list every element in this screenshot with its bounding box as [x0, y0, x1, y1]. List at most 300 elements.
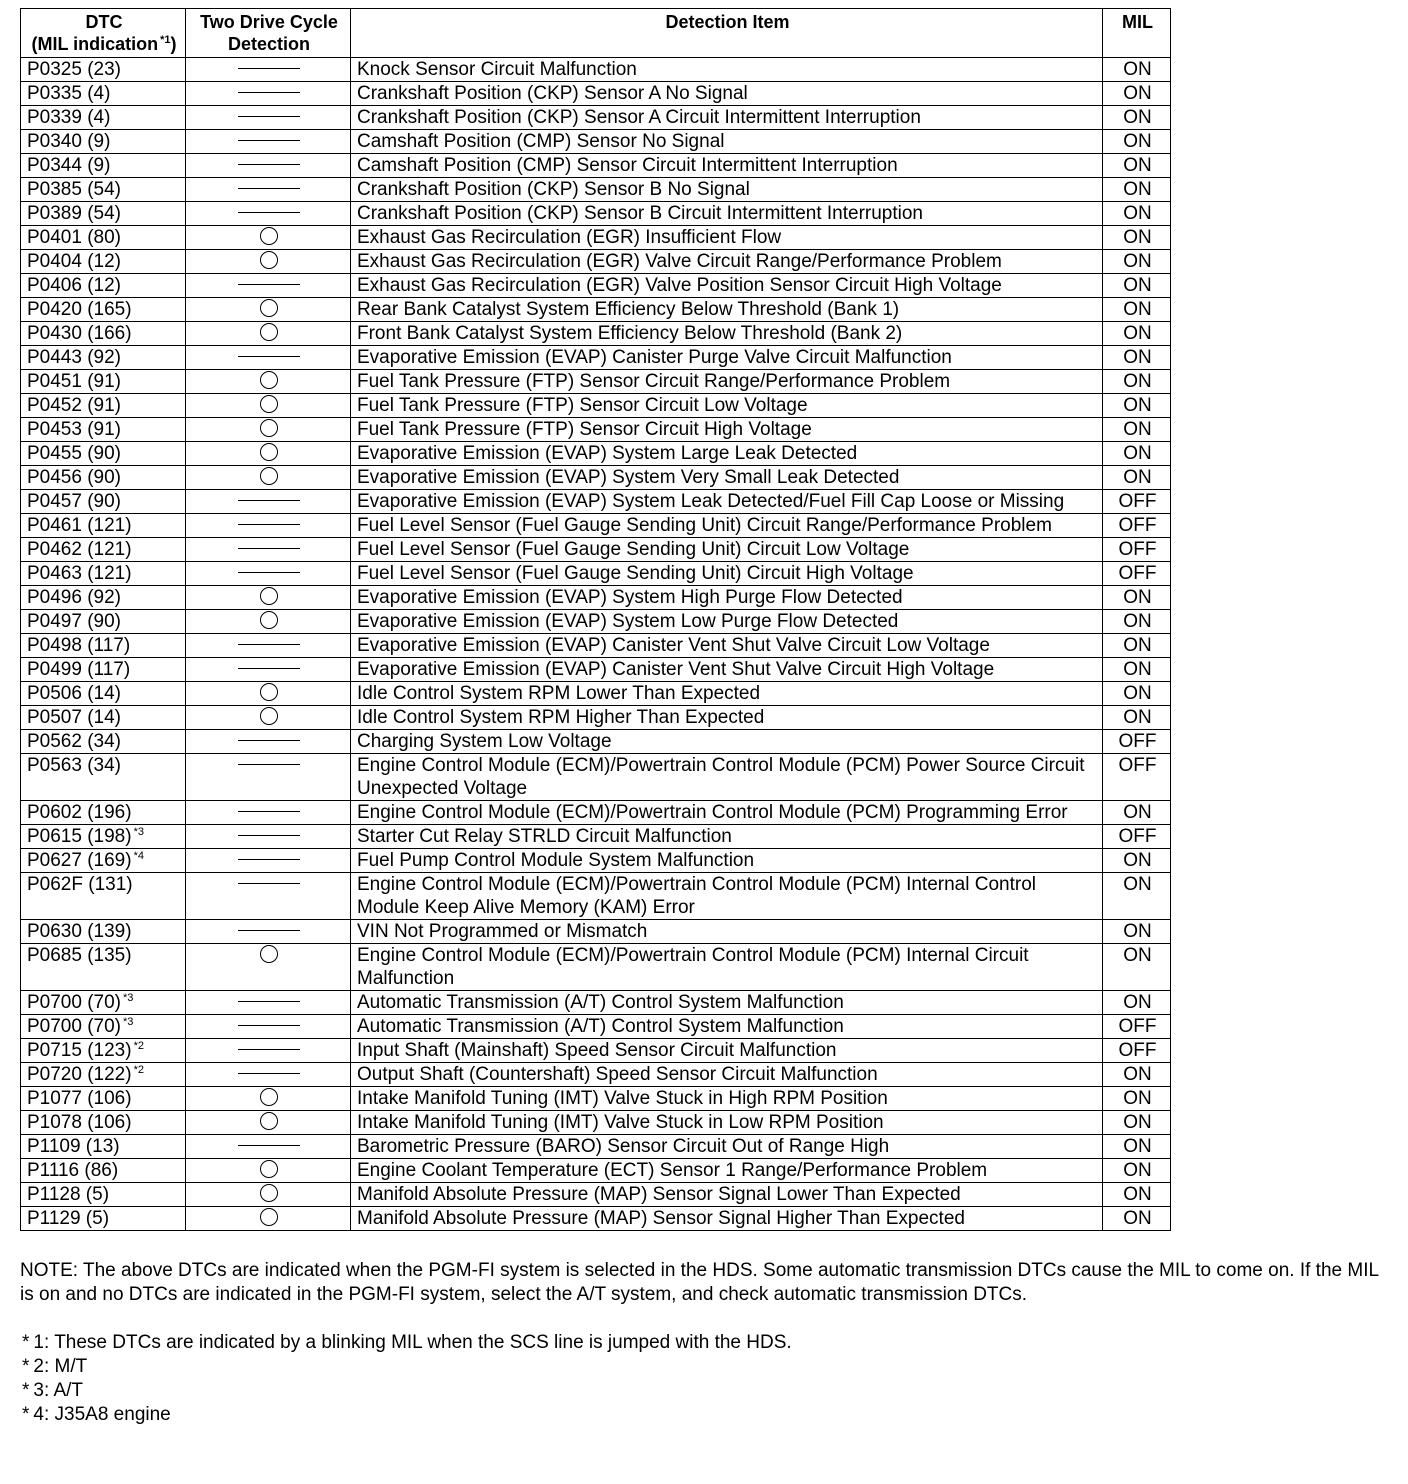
dtc-code-cell — [21, 322, 186, 346]
dash-icon — [238, 668, 300, 669]
header-detection-item: Detection Item — [351, 9, 1103, 58]
table-row — [21, 920, 1171, 944]
two-drive-cycle-cell — [186, 1039, 351, 1063]
two-drive-cycle-cell — [186, 394, 351, 418]
detection-item: Evaporative Emission (EVAP) System Low Purge Flow Detected — [351, 610, 1103, 634]
table-row — [21, 825, 1171, 849]
dtc-code: P1077 (106) — [27, 1088, 132, 1109]
dtc-code-cell — [21, 298, 186, 322]
two-drive-cycle-cell — [186, 1183, 351, 1207]
mil-status: ON — [1103, 873, 1171, 920]
two-drive-cycle-cell — [186, 82, 351, 106]
dash-icon — [238, 1145, 300, 1146]
circle-icon — [260, 707, 278, 725]
table-row — [21, 250, 1171, 274]
dtc-code-cell — [21, 1135, 186, 1159]
mil-status: ON — [1103, 1183, 1171, 1207]
table-row — [21, 562, 1171, 586]
detection-item: Camshaft Position (CMP) Sensor Circuit Intermittent Interruption — [351, 154, 1103, 178]
circle-icon — [260, 227, 278, 245]
dtc-code: P0451 (91) — [27, 371, 122, 392]
footnote — [22, 1403, 1400, 1427]
two-drive-cycle-cell — [186, 920, 351, 944]
dash-icon — [238, 883, 300, 884]
dtc-code: P0430 (166) — [27, 323, 132, 344]
table-row — [21, 370, 1171, 394]
table-row — [21, 610, 1171, 634]
detection-item: Exhaust Gas Recirculation (EGR) Valve Circuit Range/Performance Problem — [351, 250, 1103, 274]
two-drive-cycle-cell — [186, 754, 351, 801]
two-drive-cycle-cell — [186, 658, 351, 682]
footnote-mark: * — [22, 1380, 30, 1401]
detection-item: Intake Manifold Tuning (IMT) Valve Stuck in High RPM Position — [351, 1087, 1103, 1111]
dash-icon — [238, 284, 300, 285]
table-row — [21, 586, 1171, 610]
mil-status: ON — [1103, 1111, 1171, 1135]
table-row — [21, 178, 1171, 202]
dash-icon — [238, 500, 300, 501]
detection-item: Input Shaft (Mainshaft) Speed Sensor Circuit Malfunction — [351, 1039, 1103, 1063]
detection-item: Idle Control System RPM Higher Than Expected — [351, 706, 1103, 730]
two-drive-cycle-cell — [186, 202, 351, 226]
table-row — [21, 658, 1171, 682]
dash-icon — [238, 524, 300, 525]
circle-icon — [260, 323, 278, 341]
dtc-code: P0498 (117) — [27, 635, 131, 656]
detection-item: Knock Sensor Circuit Malfunction — [351, 58, 1103, 82]
dtc-code-cell — [21, 346, 186, 370]
dash-icon — [238, 140, 300, 141]
dtc-footnote-mark: *2 — [133, 1039, 144, 1052]
dtc-footnote-mark: *3 — [133, 825, 144, 838]
dtc-code: P0404 (12) — [27, 251, 122, 272]
dtc-code: P0496 (92) — [27, 587, 122, 608]
dtc-code: P0630 (139) — [27, 921, 132, 942]
footnote-text: 4: J35A8 engine — [33, 1404, 171, 1425]
dtc-code: P0507 (14) — [27, 707, 122, 728]
detection-item: Fuel Tank Pressure (FTP) Sensor Circuit High Voltage — [351, 418, 1103, 442]
two-drive-cycle-cell — [186, 562, 351, 586]
mil-status: ON — [1103, 920, 1171, 944]
circle-icon — [260, 683, 278, 701]
dtc-code: P0389 (54) — [27, 203, 122, 224]
dtc-code-cell — [21, 178, 186, 202]
mil-status: ON — [1103, 634, 1171, 658]
two-drive-cycle-cell — [186, 1111, 351, 1135]
detection-item: Output Shaft (Countershaft) Speed Sensor Circuit Malfunction — [351, 1063, 1103, 1087]
table-row — [21, 274, 1171, 298]
mil-status: ON — [1103, 1135, 1171, 1159]
dash-icon — [238, 811, 300, 812]
dtc-code-cell — [21, 274, 186, 298]
circle-icon — [260, 945, 278, 963]
detection-item: Engine Control Module (ECM)/Powertrain Control Module (PCM) Internal Control Module Keep Alive Memory (KAM) Error — [351, 873, 1103, 920]
detection-item: Evaporative Emission (EVAP) System Large Leak Detected — [351, 442, 1103, 466]
table-row — [21, 1039, 1171, 1063]
footnote — [22, 1331, 1400, 1355]
dtc-code: P0452 (91) — [27, 395, 122, 416]
footnote-text: 3: A/T — [33, 1380, 84, 1401]
dtc-code: P0720 (122) — [27, 1064, 132, 1085]
dtc-code-cell — [21, 920, 186, 944]
detection-item: Manifold Absolute Pressure (MAP) Sensor Signal Higher Than Expected — [351, 1207, 1103, 1231]
mil-status: ON — [1103, 442, 1171, 466]
dtc-code: P0443 (92) — [27, 347, 122, 368]
two-drive-cycle-cell — [186, 586, 351, 610]
note-paragraph: NOTE: The above DTCs are indicated when the PGM-FI system is selected in the HDS. Some automatic transmission DTCs cause the MIL to come on. If the MIL is on and no DTCs are indicated in the PGM-FI system, select the A/T system, and check automatic transmission DTCs. — [20, 1260, 1379, 1305]
two-drive-cycle-cell — [186, 322, 351, 346]
detection-item: Crankshaft Position (CKP) Sensor A No Signal — [351, 82, 1103, 106]
dtc-code-cell — [21, 682, 186, 706]
footnote — [22, 1379, 1400, 1403]
two-drive-cycle-cell — [186, 1015, 351, 1039]
mil-status: ON — [1103, 322, 1171, 346]
footnote-mark: * — [22, 1356, 30, 1377]
mil-status: ON — [1103, 394, 1171, 418]
dash-icon — [238, 1025, 300, 1026]
circle-icon — [260, 299, 278, 317]
two-drive-cycle-cell — [186, 178, 351, 202]
header-dtc — [21, 9, 186, 58]
dtc-table-body — [21, 58, 1171, 1231]
detection-item: Exhaust Gas Recirculation (EGR) Insufficient Flow — [351, 226, 1103, 250]
mil-status: ON — [1103, 658, 1171, 682]
mil-status: ON — [1103, 154, 1171, 178]
two-drive-cycle-cell — [186, 154, 351, 178]
two-drive-cycle-cell — [186, 250, 351, 274]
dtc-code-cell — [21, 658, 186, 682]
dtc-code-cell — [21, 226, 186, 250]
table-row — [21, 130, 1171, 154]
header-mil: MIL — [1103, 9, 1171, 58]
mil-status: ON — [1103, 346, 1171, 370]
detection-item: Evaporative Emission (EVAP) System High Purge Flow Detected — [351, 586, 1103, 610]
detection-item: Fuel Pump Control Module System Malfunction — [351, 849, 1103, 873]
detection-item: Evaporative Emission (EVAP) System Leak Detected/Fuel Fill Cap Loose or Missing — [351, 490, 1103, 514]
detection-item: Evaporative Emission (EVAP) System Very Small Leak Detected — [351, 466, 1103, 490]
table-row — [21, 466, 1171, 490]
dtc-code: P0462 (121) — [27, 539, 132, 560]
dtc-code-cell — [21, 586, 186, 610]
dash-icon — [238, 1049, 300, 1050]
mil-status: ON — [1103, 226, 1171, 250]
dtc-code-cell — [21, 730, 186, 754]
dtc-code: P0562 (34) — [27, 731, 122, 752]
dtc-footnote-mark: *3 — [123, 1015, 134, 1028]
header-dtc-footnote-mark: *1 — [160, 34, 171, 46]
dtc-code: P0715 (123) — [27, 1040, 132, 1061]
dtc-code-cell — [21, 1039, 186, 1063]
footnote-mark: * — [22, 1404, 30, 1425]
table-row — [21, 394, 1171, 418]
dash-icon — [238, 68, 300, 69]
table-row — [21, 202, 1171, 226]
two-drive-cycle-cell — [186, 370, 351, 394]
mil-status: OFF — [1103, 1015, 1171, 1039]
circle-icon — [260, 1184, 278, 1202]
table-row — [21, 490, 1171, 514]
table-header-row — [21, 9, 1171, 58]
dash-icon — [238, 740, 300, 741]
detection-item: Engine Control Module (ECM)/Powertrain Control Module (PCM) Power Source Circuit Unexpected Voltage — [351, 754, 1103, 801]
dash-icon — [238, 572, 300, 573]
dtc-code: P0457 (90) — [27, 491, 122, 512]
dtc-code-cell — [21, 442, 186, 466]
two-drive-cycle-cell — [186, 682, 351, 706]
dtc-code-cell — [21, 849, 186, 873]
two-drive-cycle-cell — [186, 226, 351, 250]
table-row — [21, 442, 1171, 466]
dash-icon — [238, 859, 300, 860]
dtc-code-cell — [21, 754, 186, 801]
table-row — [21, 1135, 1171, 1159]
header-dtc-sub-close: ) — [170, 34, 177, 54]
two-drive-cycle-cell — [186, 1135, 351, 1159]
mil-status: OFF — [1103, 490, 1171, 514]
table-row — [21, 1015, 1171, 1039]
dash-icon — [238, 356, 300, 357]
dtc-code: P0401 (80) — [27, 227, 122, 248]
mil-status: ON — [1103, 801, 1171, 825]
circle-icon — [260, 611, 278, 629]
dtc-code-cell — [21, 130, 186, 154]
dtc-code: P1128 (5) — [27, 1184, 110, 1205]
dash-icon — [238, 116, 300, 117]
footnote-text: 2: M/T — [33, 1356, 88, 1377]
header-dtc-label: DTC — [85, 12, 123, 32]
table-row — [21, 801, 1171, 825]
detection-item: Charging System Low Voltage — [351, 730, 1103, 754]
dtc-code-cell — [21, 106, 186, 130]
table-row — [21, 1111, 1171, 1135]
dtc-code-cell — [21, 1159, 186, 1183]
mil-status: OFF — [1103, 1039, 1171, 1063]
two-drive-cycle-cell — [186, 58, 351, 82]
dtc-code: P1129 (5) — [27, 1208, 110, 1229]
table-row — [21, 991, 1171, 1015]
two-drive-cycle-cell — [186, 634, 351, 658]
dtc-code-cell — [21, 1063, 186, 1087]
detection-item: Automatic Transmission (A/T) Control System Malfunction — [351, 991, 1103, 1015]
detection-item: Fuel Level Sensor (Fuel Gauge Sending Unit) Circuit High Voltage — [351, 562, 1103, 586]
header-dtc-sub — [27, 33, 181, 55]
detection-item: Engine Control Module (ECM)/Powertrain Control Module (PCM) Internal Circuit Malfunction — [351, 944, 1103, 991]
dtc-code-cell — [21, 610, 186, 634]
circle-icon — [260, 1088, 278, 1106]
detection-item: Engine Control Module (ECM)/Powertrain Control Module (PCM) Programming Error — [351, 801, 1103, 825]
dtc-code-cell — [21, 634, 186, 658]
dtc-code: P062F (131) — [27, 874, 133, 895]
detection-item: Camshaft Position (CMP) Sensor No Signal — [351, 130, 1103, 154]
mil-status: ON — [1103, 1087, 1171, 1111]
mil-status: ON — [1103, 610, 1171, 634]
dash-icon — [238, 1073, 300, 1074]
dtc-code-cell — [21, 58, 186, 82]
circle-icon — [260, 419, 278, 437]
dash-icon — [238, 212, 300, 213]
two-drive-cycle-cell — [186, 1207, 351, 1231]
detection-item: Fuel Tank Pressure (FTP) Sensor Circuit Low Voltage — [351, 394, 1103, 418]
two-drive-cycle-cell — [186, 730, 351, 754]
mil-status: ON — [1103, 1207, 1171, 1231]
table-row — [21, 682, 1171, 706]
table-row — [21, 154, 1171, 178]
table-row — [21, 849, 1171, 873]
table-row — [21, 514, 1171, 538]
table-row — [21, 298, 1171, 322]
dtc-code-cell — [21, 944, 186, 991]
dtc-code: P1109 (13) — [27, 1136, 120, 1157]
two-drive-cycle-cell — [186, 1159, 351, 1183]
dtc-footnote-mark: *3 — [123, 991, 134, 1004]
dash-icon — [238, 548, 300, 549]
dtc-code: P0700 (70) — [27, 1016, 122, 1037]
detection-item: Crankshaft Position (CKP) Sensor A Circuit Intermittent Interruption — [351, 106, 1103, 130]
dtc-code-cell — [21, 1183, 186, 1207]
table-row — [21, 873, 1171, 920]
table-row — [21, 82, 1171, 106]
footnote-text: 1: These DTCs are indicated by a blinking MIL when the SCS line is jumped with the HDS. — [33, 1332, 792, 1353]
two-drive-cycle-cell — [186, 442, 351, 466]
table-row — [21, 1063, 1171, 1087]
dtc-code: P0456 (90) — [27, 467, 122, 488]
detection-item: Starter Cut Relay STRLD Circuit Malfunction — [351, 825, 1103, 849]
dtc-code-cell — [21, 538, 186, 562]
dtc-footnote-mark: *4 — [133, 849, 144, 862]
dash-icon — [238, 644, 300, 645]
dtc-footnote-mark: *2 — [133, 1063, 144, 1076]
table-row — [21, 58, 1171, 82]
detection-item: Exhaust Gas Recirculation (EGR) Valve Position Sensor Circuit High Voltage — [351, 274, 1103, 298]
detection-item: Front Bank Catalyst System Efficiency Below Threshold (Bank 2) — [351, 322, 1103, 346]
detection-item: Automatic Transmission (A/T) Control System Malfunction — [351, 1015, 1103, 1039]
dtc-code: P1078 (106) — [27, 1112, 132, 1133]
mil-status: ON — [1103, 250, 1171, 274]
footnotes — [20, 1331, 1400, 1427]
dash-icon — [238, 930, 300, 931]
two-drive-cycle-cell — [186, 991, 351, 1015]
two-drive-cycle-cell — [186, 825, 351, 849]
detection-item: Fuel Level Sensor (Fuel Gauge Sending Unit) Circuit Low Voltage — [351, 538, 1103, 562]
header-two-drive-cycle: Two Drive Cycle Detection — [186, 9, 351, 58]
dtc-code: P0463 (121) — [27, 563, 132, 584]
mil-status: OFF — [1103, 825, 1171, 849]
dtc-code: P0420 (165) — [27, 299, 132, 320]
dtc-code: P0344 (9) — [27, 155, 111, 176]
detection-item: Crankshaft Position (CKP) Sensor B Circuit Intermittent Interruption — [351, 202, 1103, 226]
two-drive-cycle-cell — [186, 106, 351, 130]
table-row — [21, 944, 1171, 991]
dtc-code: P0506 (14) — [27, 683, 122, 704]
detection-item: Evaporative Emission (EVAP) Canister Vent Shut Valve Circuit Low Voltage — [351, 634, 1103, 658]
two-drive-cycle-cell — [186, 466, 351, 490]
table-row — [21, 418, 1171, 442]
two-drive-cycle-cell — [186, 1063, 351, 1087]
detection-item: Evaporative Emission (EVAP) Canister Purge Valve Circuit Malfunction — [351, 346, 1103, 370]
dtc-code: P1116 (86) — [27, 1160, 119, 1181]
document — [20, 8, 1400, 1427]
dtc-code-cell — [21, 202, 186, 226]
mil-status: ON — [1103, 1063, 1171, 1087]
dash-icon — [238, 188, 300, 189]
dash-icon — [238, 1001, 300, 1002]
detection-item: Crankshaft Position (CKP) Sensor B No Signal — [351, 178, 1103, 202]
mil-status: ON — [1103, 106, 1171, 130]
circle-icon — [260, 1208, 278, 1226]
dtc-code-cell — [21, 154, 186, 178]
dash-icon — [238, 764, 300, 765]
dtc-code: P0325 (23) — [27, 59, 122, 80]
detection-item: Barometric Pressure (BARO) Sensor Circuit Out of Range High — [351, 1135, 1103, 1159]
table-row — [21, 706, 1171, 730]
mil-status: ON — [1103, 1159, 1171, 1183]
mil-status: OFF — [1103, 514, 1171, 538]
mil-status: ON — [1103, 944, 1171, 991]
mil-status: ON — [1103, 682, 1171, 706]
circle-icon — [260, 1112, 278, 1130]
dtc-code-cell — [21, 490, 186, 514]
dtc-code-cell — [21, 370, 186, 394]
circle-icon — [260, 467, 278, 485]
mil-status: ON — [1103, 991, 1171, 1015]
dtc-code-cell — [21, 1015, 186, 1039]
mil-status: ON — [1103, 58, 1171, 82]
dtc-code-cell — [21, 250, 186, 274]
detection-item: Fuel Tank Pressure (FTP) Sensor Circuit Range/Performance Problem — [351, 370, 1103, 394]
circle-icon — [260, 587, 278, 605]
dtc-code: P0406 (12) — [27, 275, 122, 296]
dtc-code: P0453 (91) — [27, 419, 122, 440]
dtc-code-cell — [21, 873, 186, 920]
dtc-code: P0615 (198) — [27, 826, 132, 847]
dtc-code-cell — [21, 1207, 186, 1231]
mil-status: OFF — [1103, 562, 1171, 586]
mil-status: ON — [1103, 849, 1171, 873]
two-drive-cycle-cell — [186, 706, 351, 730]
footnote-mark: * — [22, 1332, 30, 1353]
detection-item: Manifold Absolute Pressure (MAP) Sensor Signal Lower Than Expected — [351, 1183, 1103, 1207]
mil-status: ON — [1103, 130, 1171, 154]
table-row — [21, 634, 1171, 658]
two-drive-cycle-cell — [186, 298, 351, 322]
dtc-table — [20, 8, 1171, 1231]
dtc-code: P0499 (117) — [27, 659, 131, 680]
mil-status: OFF — [1103, 538, 1171, 562]
table-row — [21, 346, 1171, 370]
dtc-code-cell — [21, 418, 186, 442]
dtc-code: P0339 (4) — [27, 107, 111, 128]
dtc-code-cell — [21, 514, 186, 538]
circle-icon — [260, 443, 278, 461]
two-drive-cycle-cell — [186, 944, 351, 991]
mil-status: ON — [1103, 418, 1171, 442]
mil-status: ON — [1103, 586, 1171, 610]
two-drive-cycle-cell — [186, 418, 351, 442]
detection-item: Evaporative Emission (EVAP) Canister Vent Shut Valve Circuit High Voltage — [351, 658, 1103, 682]
detection-item: Fuel Level Sensor (Fuel Gauge Sending Unit) Circuit Range/Performance Problem — [351, 514, 1103, 538]
dtc-code: P0685 (135) — [27, 945, 132, 966]
mil-status: ON — [1103, 298, 1171, 322]
mil-status: ON — [1103, 202, 1171, 226]
detection-item: VIN Not Programmed or Mismatch — [351, 920, 1103, 944]
mil-status: OFF — [1103, 730, 1171, 754]
circle-icon — [260, 395, 278, 413]
detection-item: Intake Manifold Tuning (IMT) Valve Stuck in Low RPM Position — [351, 1111, 1103, 1135]
dtc-code-cell — [21, 466, 186, 490]
dtc-code: P0700 (70) — [27, 992, 122, 1013]
two-drive-cycle-cell — [186, 130, 351, 154]
two-drive-cycle-cell — [186, 610, 351, 634]
